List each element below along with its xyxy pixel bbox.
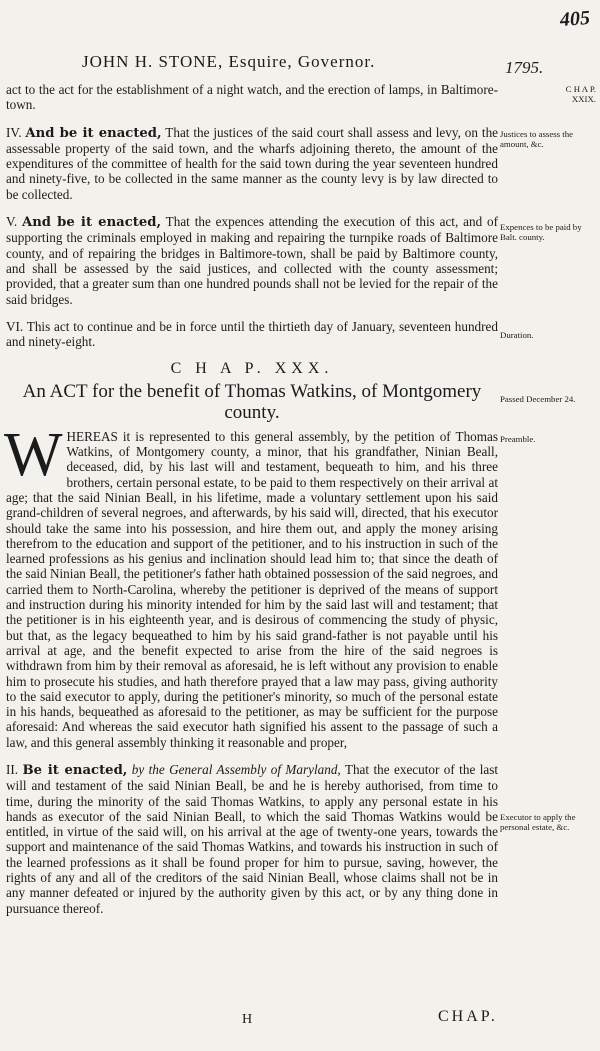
- margin-note-executor: Executor to apply the personal estate, &c.: [500, 812, 576, 832]
- section-ii: [6, 762, 498, 916]
- section-ii-number: II.: [6, 761, 19, 777]
- main-text-column: [6, 82, 498, 928]
- catchword: CHAP.: [438, 1008, 498, 1025]
- margin-note-preamble: Preamble.: [500, 434, 536, 444]
- act-title: An ACT for the benefit of Thomas Watkins, of Montgomery county.: [22, 380, 482, 423]
- running-head: JOHN H. STONE, Esquire, Governor.: [82, 52, 376, 71]
- signature-mark: H: [242, 1012, 253, 1027]
- preamble: [4, 420, 498, 750]
- section-vi: VI. This act to continue and be in force until the thirtieth day of January, seventeen hundred and ninety-eight.: [6, 318, 498, 350]
- section-v: [6, 214, 498, 307]
- section-v-formula: And be it enacted,: [21, 215, 162, 231]
- section-iv-text: That the justices of the said court shall assess and levy, on the assessable property of the said town, and the wharfs adjoining thereto, the amount of the expenditures of the committee of health for the said town during the year seventeen hundred and ninety-five, to be collected in the same manner as the county levy is by law directed to be collected.: [6, 124, 499, 202]
- margin-note-expences: Expences to be paid by Balt. county.: [500, 222, 582, 242]
- preamble-text: HEREAS it is represented to this general assembly, by the petition of Thomas Watkins, of Montgomery county, a minor, that his grandfather, Ninian Beall, deceased, did, by his last will and testament, bequeath to him, and his three brothers, certain personal estate, to be paid to them respectively on their arrival at age; that the said Ninian Beall, in his lifetime, made a voluntary settlement upon his said grand-children of several negroes, and afterwards, by his said will, directed, that his executor should take the same into his possession, and hire them out, and apply the money arising therefrom to the education and support of the petitioner, and to his instruction in such of the learned professions as his genius and inclination should lead him to; that since the death of the said Ninian Beall, the petitioner's father hath obtained possession of the said negroes, and carried them to North-Carolina, whereby the petitioner is deprived of the means of support and instruction during his minority intended for him by the said last will and testament; that the petitioner is in his eighteenth year, and is desirous of commencing the study of physic, but that, as the legacy bequeathed to him by his said grand-father is not payable until his arrival at age, and the benefit expected to arise from the hire of the said negroes is withdrawn from him by their removal as aforesaid, he is left without any provision to enable him to prosecute his studies, and hath therefore prayed that a law may pass, giving authority to the said executor to apply, during the petitioner's minority, so much of the personal estate in his hands, bequeathed as aforesaid to the petitioner, as may be sufficient for the purpose aforesaid: And whereas the said executor hath signified his assent to the passage of such a law, and this general assembly thinking it reasonable and proper,: [6, 428, 498, 750]
- margin-note-duration: Duration.: [500, 330, 534, 340]
- section-ii-formula: Be it enacted,: [22, 762, 128, 778]
- section-iv: [6, 125, 498, 202]
- continuation-paragraph: act to the act for the establishment of a night watch, and the erection of lamps, in Baltimore-town.: [6, 82, 498, 113]
- chapter-heading: C H A P. XXX.: [170, 360, 334, 378]
- section-ii-by-clause: by the General Assembly of Maryland,: [131, 761, 341, 777]
- margin-note-passed: Passed December 24.: [500, 394, 576, 404]
- year: 1795.: [505, 58, 544, 77]
- section-ii-text: That the executor of the last will and testament of the said Ninian Beall, be and he is hereby authorised, from time to time, during the minority of the said Thomas Watkins, to apply any personal estate in his hands as executor of the said Ninian Beall, to which the said Thomas Watkins would be entitled, in virtue of the said will, on his arrival at the age of twenty-one years, towards the support and maintenance of the said Thomas Watkins, and towards his instruction in such of the learned professions as it shall be found proper for him to pursue, saving, however, the rights of any and all of the creditors of the said Ninian Beall, whose claims shall not be in any manner defeated or injured by the authority given by this act, or by any thing done in pursuance thereof.: [6, 761, 499, 916]
- section-v-text: That the expences attending the execution of this act, and of supporting the criminals employed in making and repairing the turnpike roads of Baltimore county, and of repairing the bridges in Baltimore-town, shall be paid by Baltimore county, and shall be assessed by the said justices, and collected with the county assessment; provided, that a greater sum than one hundred pounds shall not be levied for the repair of the said bridges.: [6, 214, 499, 307]
- margin-note-justices: Justices to assess the amount, &c.: [500, 129, 574, 149]
- section-iv-formula: And be it enacted,: [25, 125, 162, 141]
- folio-number: 405: [559, 6, 591, 32]
- section-iv-number: IV.: [6, 124, 22, 140]
- drop-cap: W: [4, 420, 63, 489]
- margin-note-chap: C H A P. XXIX.: [565, 84, 596, 104]
- section-v-number: V.: [6, 214, 18, 230]
